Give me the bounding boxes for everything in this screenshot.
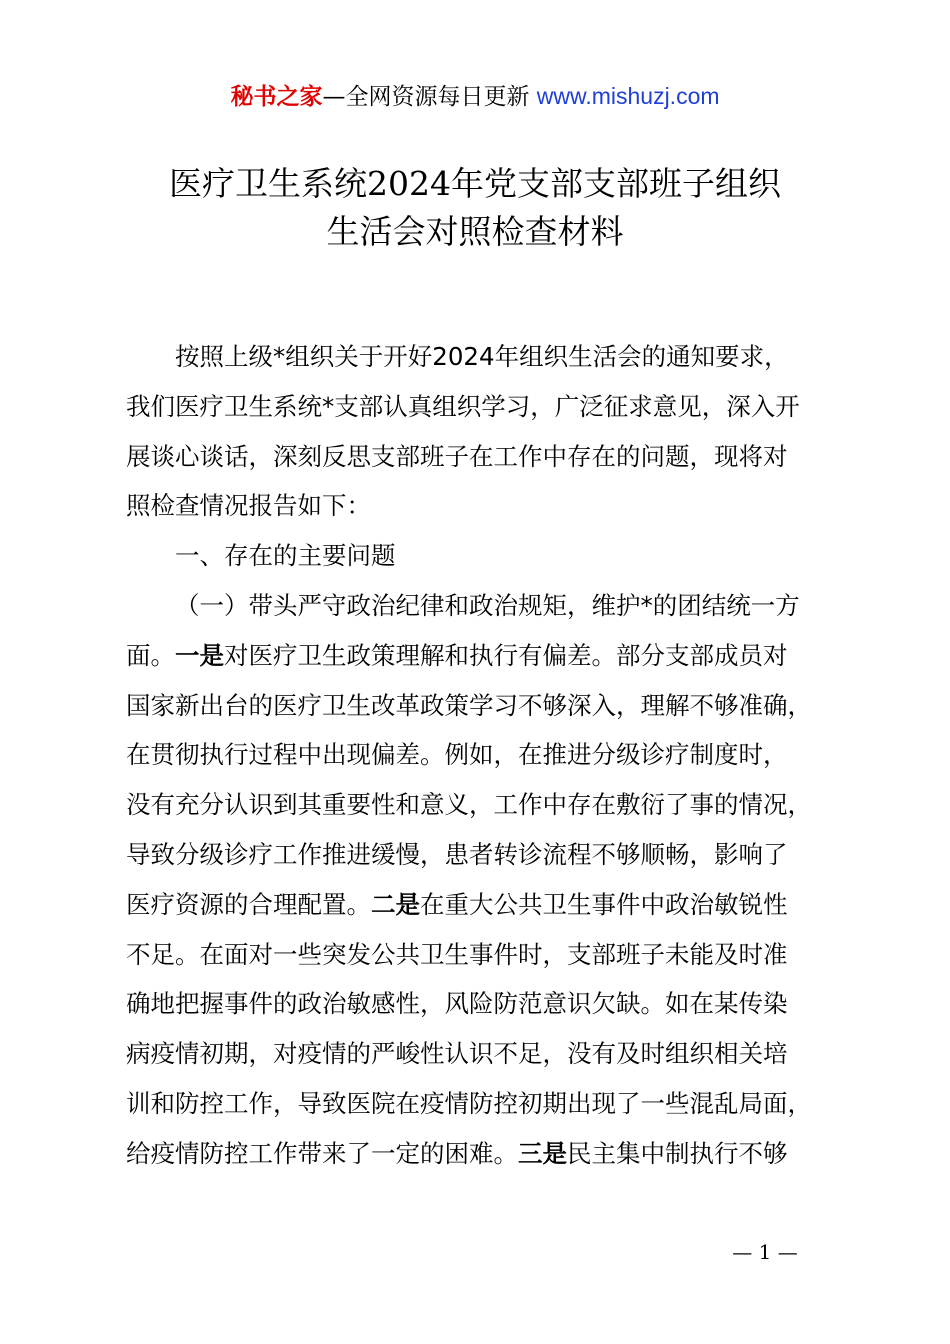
body-line: 没有充分认识到其重要性和意义，工作中存在敷衍了事的情况， [126, 790, 812, 820]
body-line: 病疫情初期，对疫情的严峻性认识不足，没有及时组织相关培 [126, 1039, 788, 1069]
body-line: 训和防控工作，导致医院在疫情防控初期出现了一些混乱局面， [126, 1088, 812, 1118]
body-line [126, 1129, 861, 1179]
body-text-run: 医疗资源的合理配置。 [126, 889, 371, 919]
body-line: 照检查情况报告如下： [126, 491, 371, 521]
body-line: 按照上级*组织关于开好2024年组织生活会的通知要求， [175, 342, 789, 371]
document-body [126, 332, 861, 1179]
body-text-run: 民主集中制执行不够 [567, 1138, 788, 1168]
body-line: 国家新出台的医疗卫生改革政策学习不够深入，理解不够准确， [126, 690, 812, 720]
bold-marker: 二是 [371, 889, 420, 919]
body-line: 展谈心谈话，深刻反思支部班子在工作中存在的问题，现将对 [126, 441, 788, 471]
body-line: 导致分级诊疗工作推进缓慢，患者转诊流程不够顺畅，影响了 [126, 839, 788, 869]
body-text-run: 对医疗卫生政策理解和执行有偏差。部分支部成员对 [224, 640, 788, 670]
site-url-link[interactable]: www.mishuzj.com [536, 83, 720, 109]
subsection-heading: （一）带头严守政治纪律和政治规矩，维护*的团结统一方 [175, 590, 800, 620]
body-line: 在贯彻执行过程中出现偏差。例如，在推进分级诊疗制度时， [126, 740, 788, 770]
body-text-run: 面。 [126, 640, 175, 670]
site-header [0, 80, 950, 113]
title-line-1: 医疗卫生系统2024年党支部支部班子组织 [169, 164, 781, 203]
bold-marker: 一是 [175, 640, 224, 670]
document-title [0, 160, 950, 256]
brand-name: 秘书之家 [230, 84, 323, 110]
body-line: 我们医疗卫生系统*支部认真组织学习，广泛征求意见，深入开 [126, 391, 800, 421]
body-line: 确地把握事件的政治敏感性，风险防范意识欠缺。如在某传染 [126, 989, 788, 1019]
body-line [126, 631, 861, 681]
body-text-run: 给疫情防控工作带来了一定的困难。 [126, 1138, 518, 1168]
bold-marker: 三是 [518, 1138, 567, 1168]
header-tagline: —全网资源每日更新 [322, 84, 530, 110]
body-line: 不足。在面对一些突发公共卫生事件时，支部班子未能及时准 [126, 939, 788, 969]
section-heading: 一、存在的主要问题 [175, 541, 396, 571]
body-line [126, 880, 861, 930]
title-line-2: 生活会对照检查材料 [326, 212, 624, 251]
body-text-run: 在重大公共卫生事件中政治敏锐性 [420, 889, 788, 919]
page-number: — 1 — [732, 1240, 798, 1264]
